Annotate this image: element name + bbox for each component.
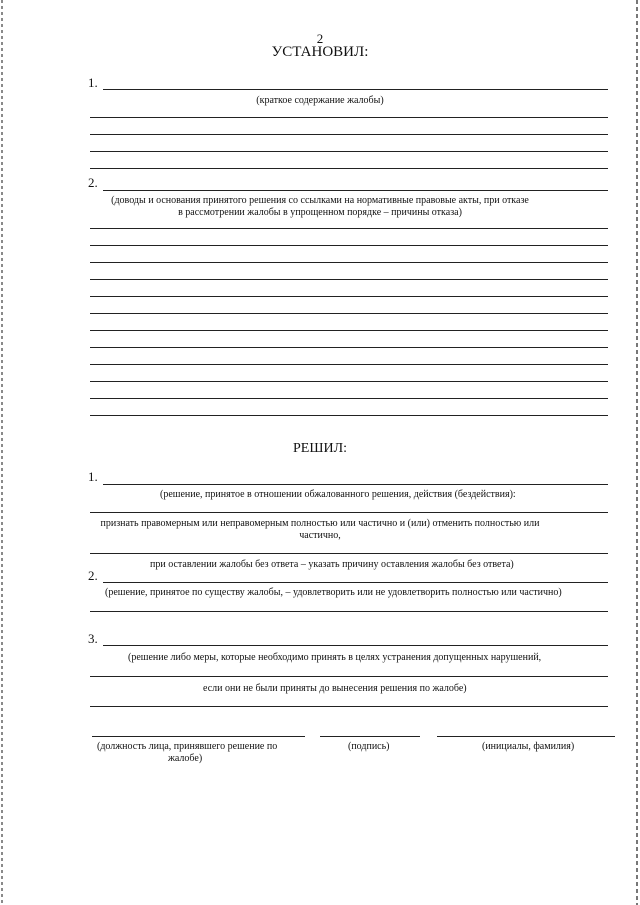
fill-line	[90, 611, 608, 612]
fill-line	[90, 706, 608, 707]
fill-line	[90, 296, 608, 297]
fill-line	[90, 347, 608, 348]
fill-line	[90, 398, 608, 399]
heading-reshil: РЕШИЛ:	[293, 441, 347, 456]
fill-line	[90, 117, 608, 118]
fill-line	[90, 676, 608, 677]
sign-caption: (подпись)	[348, 741, 390, 752]
fill-line	[90, 381, 608, 382]
item2-caption-line2: в рассмотрении жалобы в упрощенном порядке – причины отказа)	[178, 207, 462, 218]
decision1-caption2-line2: частично,	[299, 530, 341, 541]
page-number: 2	[316, 31, 324, 46]
position-caption-line2: жалобе)	[168, 753, 203, 764]
heading-ustanovil: УСТАНОВИЛ:	[271, 44, 369, 60]
decision1-caption2-line1: признать правомерным или неправомерным полностью или частично и (или) отменить полностью или	[100, 518, 540, 529]
fill-line	[90, 262, 608, 263]
item1-caption: (краткое содержание жалобы)	[256, 95, 384, 106]
decision1-number: 1.	[88, 469, 98, 484]
fill-line	[90, 151, 608, 152]
fill-line	[90, 245, 608, 246]
fill-line	[90, 279, 608, 280]
decision3-caption2: если они не были приняты до вынесения решения по жалобе)	[203, 683, 467, 694]
item2-caption-line1: (доводы и основания принятого решения со ссылками на нормативные правовые акты, при отказе	[111, 195, 529, 206]
fill-line	[90, 313, 608, 314]
decision3-fill-line	[103, 645, 608, 646]
item1-number: 1.	[88, 75, 98, 90]
decision2-number: 2.	[88, 568, 98, 583]
decision1-fill-line	[103, 484, 608, 485]
fill-line	[90, 364, 608, 365]
decision2-caption: (решение, принятое по существу жалобы, – удовлетворить или не удовлетворить полностью или частично)	[105, 587, 562, 598]
decision3-number: 3.	[88, 631, 98, 646]
decision3-caption: (решение либо меры, которые необходимо принять в целях устранения допущенных нарушений,	[128, 652, 542, 663]
sign-signature-line	[320, 736, 420, 737]
item2-number: 2.	[88, 175, 98, 190]
decision1-caption3: при оставлении жалобы без ответа – указать причину оставления жалобы без ответа)	[150, 559, 514, 570]
fill-line	[90, 168, 608, 169]
name-caption: (инициалы, фамилия)	[482, 741, 575, 752]
fill-line	[90, 415, 608, 416]
item2-fill-line	[103, 190, 608, 191]
fill-line	[90, 134, 608, 135]
position-caption-line1: (должность лица, принявшего решение по	[97, 741, 278, 752]
decision2-fill-line	[103, 582, 608, 583]
item1-fill-line	[103, 89, 608, 90]
name-signature-line	[437, 736, 615, 737]
fill-line	[90, 228, 608, 229]
decision1-caption: (решение, принятое в отношении обжалованного решения, действия (бездействия):	[160, 489, 516, 500]
fill-line	[90, 330, 608, 331]
fill-line	[90, 553, 608, 554]
position-signature-line	[92, 736, 305, 737]
fill-line	[90, 512, 608, 513]
